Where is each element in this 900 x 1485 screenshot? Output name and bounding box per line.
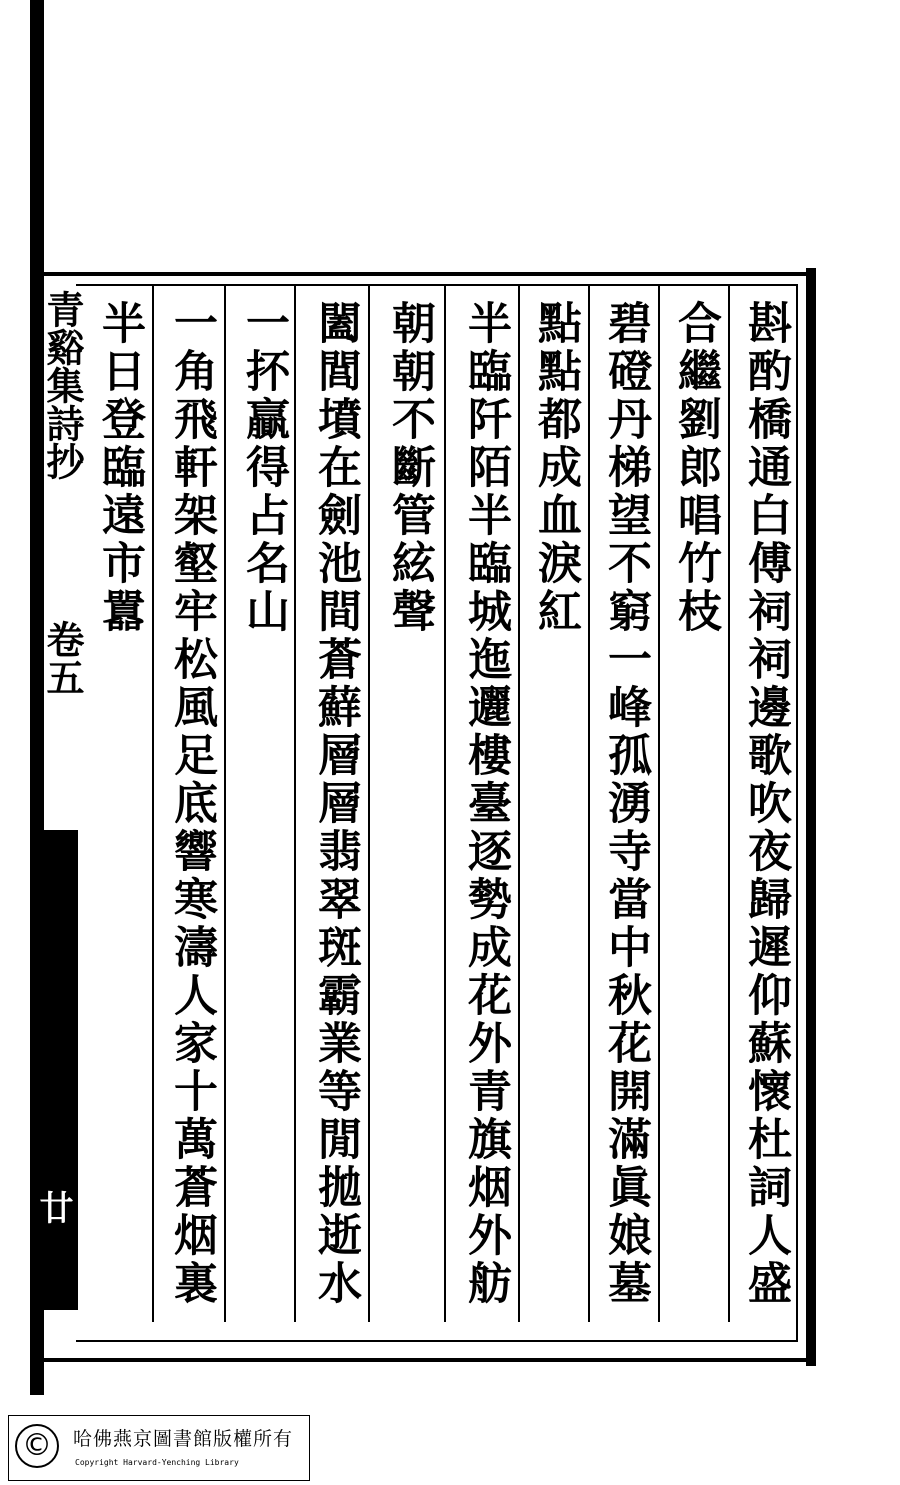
text-column-3: 碧磴丹梯望不窮一峰孤湧寺當中秋花開滿眞娘墓 — [600, 300, 651, 1308]
text-column-2: 合繼劉郎唱竹枝 — [670, 300, 721, 636]
margin-banner — [33, 290, 85, 1350]
column-rule — [444, 286, 446, 1322]
page-number: 廿 — [33, 1190, 73, 1224]
column-rule — [658, 286, 660, 1322]
text-column-7: 闔閭墳在劍池間蒼蘚層層翡翠斑霸業等閒拋逝水 — [310, 300, 361, 1308]
text-column-4: 點點都成血淚紅 — [530, 300, 581, 636]
text-column-9: 一角飛軒架壑牢松風足底響寒濤人家十萬蒼烟裏 — [166, 300, 217, 1308]
text-column-6: 朝朝不斷管絃聲 — [384, 300, 435, 636]
column-rule — [152, 286, 154, 1322]
text-column-1: 斟酌橋通白傅祠祠邊歌吹夜歸遲仰蘇懷杜詞人盛 — [740, 300, 791, 1308]
column-rule — [728, 286, 730, 1322]
text-column-10: 半日登臨遠市囂 — [94, 300, 145, 636]
copyright-icon: © — [15, 1424, 59, 1468]
column-rule — [368, 286, 370, 1322]
copyright-chinese: 哈佛燕京圖書館版權所有 — [73, 1428, 294, 1450]
text-column-5: 半臨阡陌半臨城迤邐樓臺逐勢成花外青旗烟外舫 — [460, 300, 511, 1308]
column-rule — [518, 286, 520, 1322]
banner-title: 青谿集詩抄 — [40, 290, 85, 480]
column-rule — [588, 286, 590, 1322]
banner-section: 卷五 — [40, 620, 85, 696]
column-rule — [294, 286, 296, 1322]
text-column-8: 一抔贏得占名山 — [238, 300, 289, 636]
copyright-english: Copyright Harvard-Yenching Library — [75, 1458, 239, 1467]
banner-fishtail-block — [33, 830, 78, 1310]
copyright-stamp — [8, 1415, 310, 1481]
column-rule — [224, 286, 226, 1322]
